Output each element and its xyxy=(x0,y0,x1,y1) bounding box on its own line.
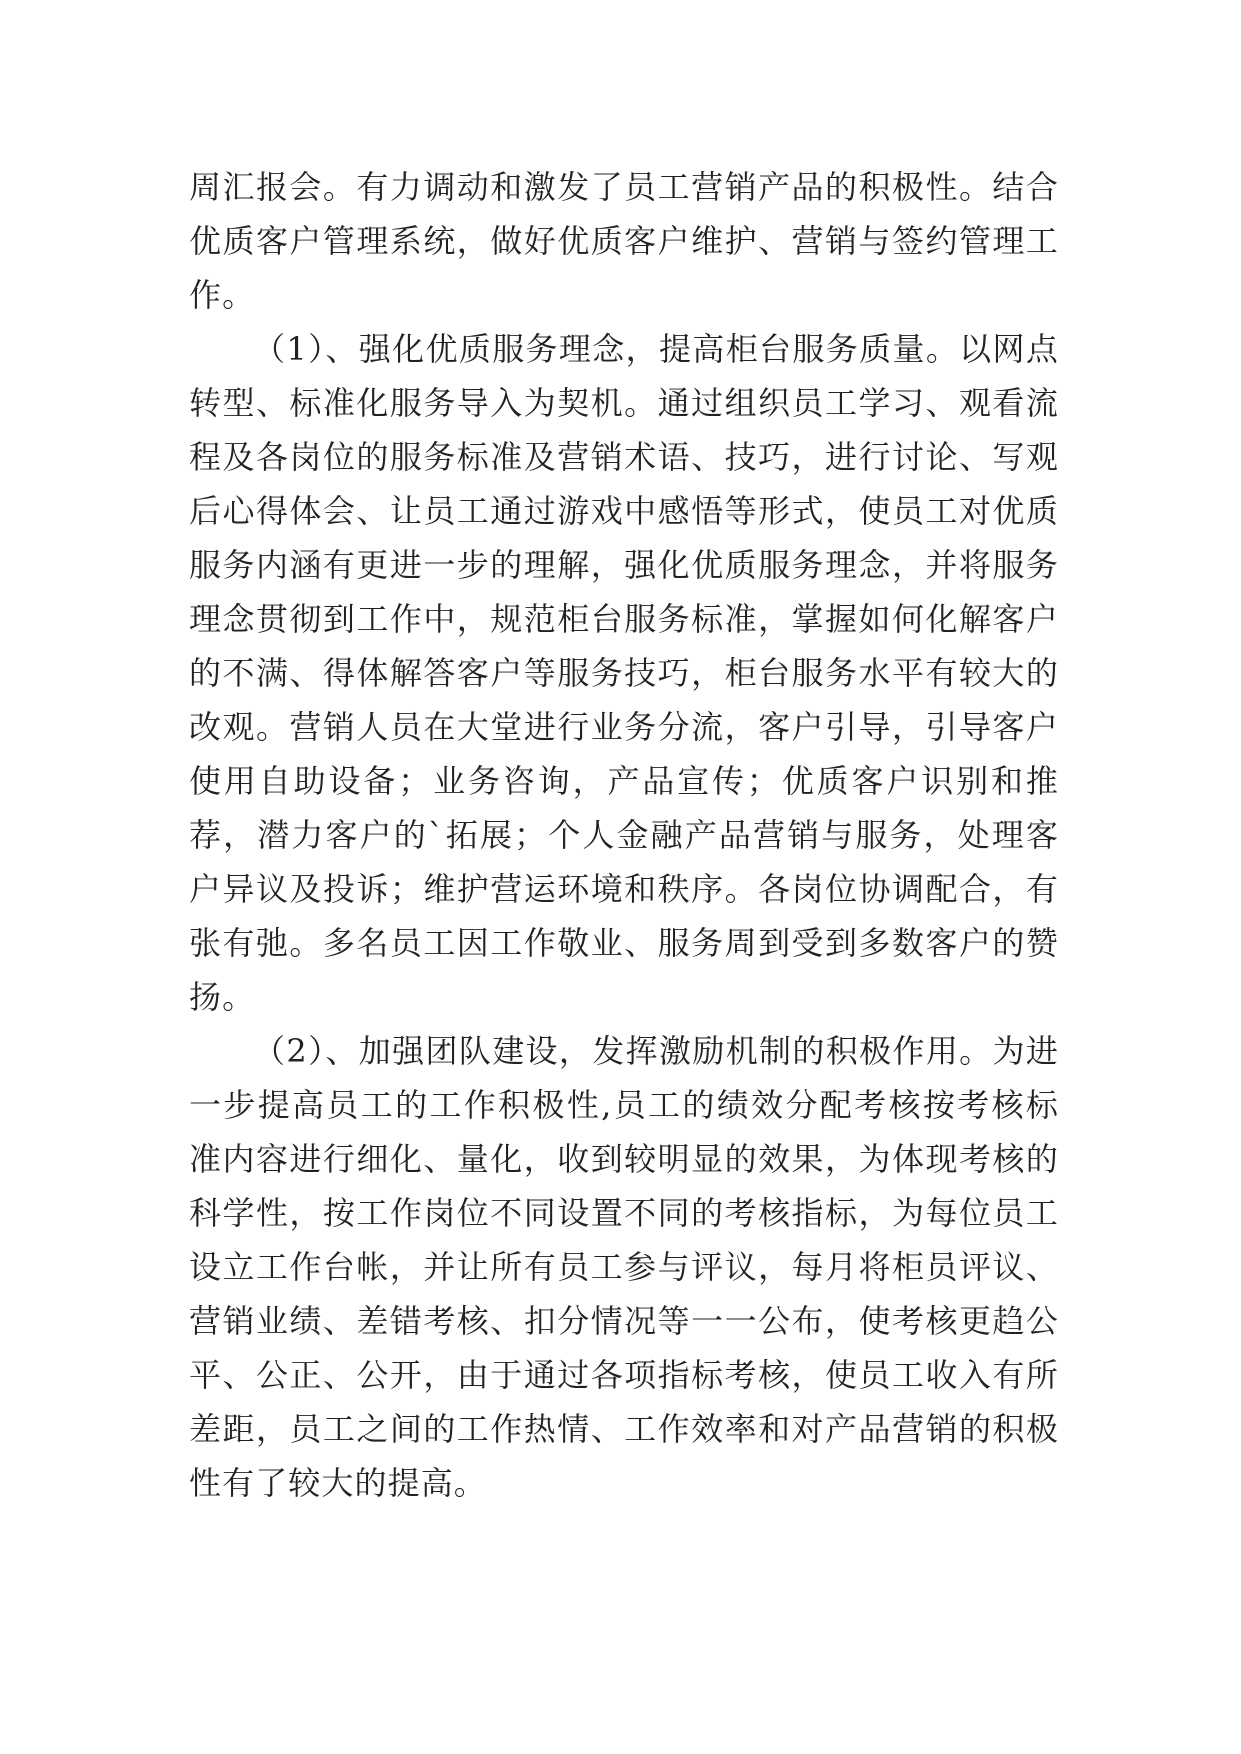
paragraph-continuation: 周汇报会。有力调动和激发了员工营销产品的积极性。结合优质客户管理系统，做好优质客户维护、营销与签约管理工作。 xyxy=(189,168,1059,314)
paragraph-item-2: （2）、加强团队建设，发挥激励机制的积极作用。为进一步提高员工的工作积极性,员工的绩效分配考核按考核标准内容进行细化、量化，收到较明显的效果，为体现考核的科学性，按工作岗位不同设置不同的考核指标，为每位员工设立工作台帐，并让所有员工参与评议，每月将柜员评议、营销业绩、差错考核、扣分情况等一一公布，使考核更趋公平、公正、公开，由于通过各项指标考核，使员工收入有所差距，员工之间的工作热情、工作效率和对产品营销的积极性有了较大的提高。 xyxy=(189,1032,1059,1502)
document-body xyxy=(189,160,1059,1510)
paragraph-item-1: （1）、强化优质服务理念，提高柜台服务质量。以网点转型、标准化服务导入为契机。通过组织员工学习、观看流程及各岗位的服务标准及营销术语、技巧，进行讨论、写观后心得体会、让员工通过游戏中感悟等形式，使员工对优质服务内涵有更进一步的理解，强化优质服务理念，并将服务理念贯彻到工作中，规范柜台服务标准，掌握如何化解客户的不满、得体解答客户等服务技巧，柜台服务水平有较大的改观。营销人员在大堂进行业务分流，客户引导，引导客户使用自助设备；业务咨询，产品宣传；优质客户识别和推荐，潜力客户的`拓展；个人金融产品营销与服务，处理客户异议及投诉；维护营运环境和秩序。各岗位协调配合，有张有弛。多名员工因工作敬业、服务周到受到多数客户的赞扬。 xyxy=(189,330,1059,1016)
